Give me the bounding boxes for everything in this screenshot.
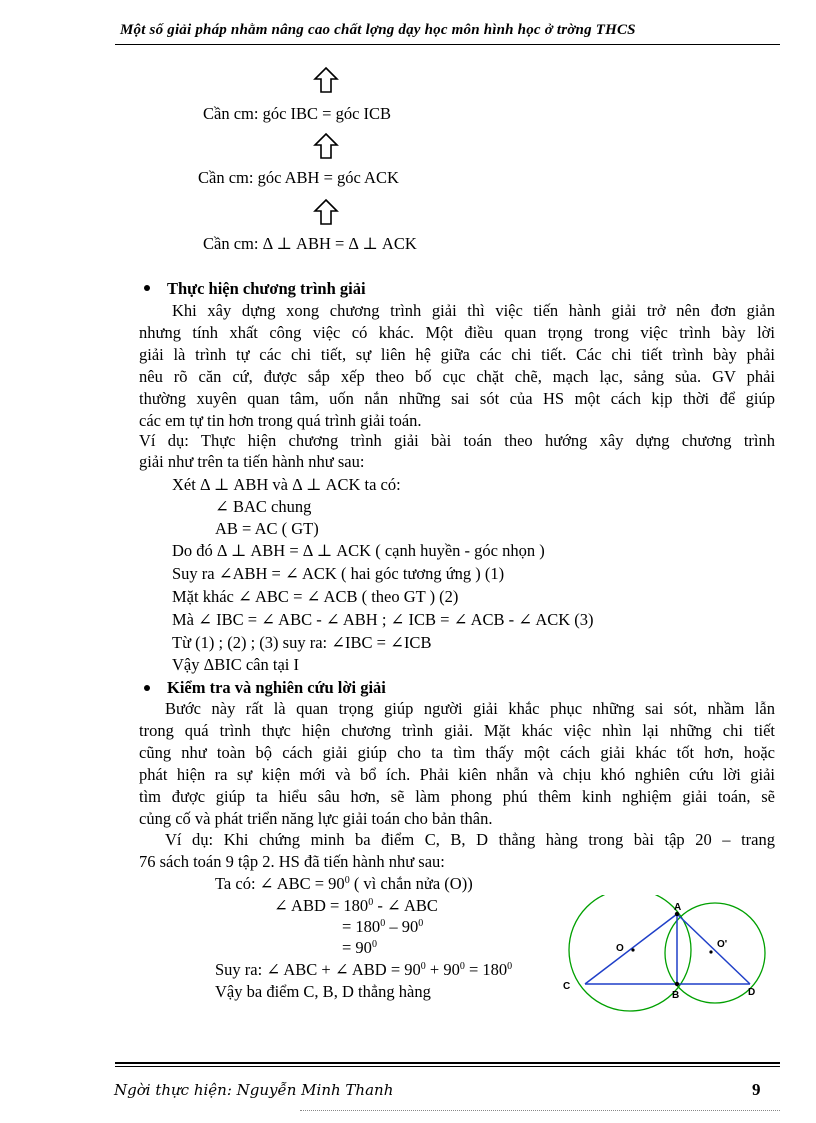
example-line: 76 sách toán 9 tập 2. HS đã tiến hành như sau:	[139, 852, 445, 871]
label-c: C	[563, 981, 571, 992]
up-arrow-icon	[313, 198, 339, 226]
footer-author: Ngời thực hiện: Nguyễn Minh Thanh	[114, 1081, 394, 1099]
proof-text: - ∠ ABC	[373, 896, 438, 915]
section-heading: Thực hiện chương trình giải	[167, 279, 366, 298]
proof-line: Suy ra ∠ABH = ∠ ACK ( hai góc tương ứng ) (1)	[172, 564, 505, 583]
proof-text: = 180	[342, 917, 381, 936]
analysis-line-1: Cần cm: góc IBC = góc ICB	[203, 104, 392, 123]
segment-ac	[585, 914, 677, 984]
paragraph-line: giải là trình tự các chi tiết, sự liên hệ giữa các chi tiết. Các chi tiết trình bày phải	[139, 345, 775, 364]
proof-line: AB = AC ( GT)	[215, 519, 319, 538]
up-arrow-icon	[313, 132, 339, 160]
label-o: O	[616, 943, 624, 954]
example-line: Ví dụ: Khi chứng minh ba điểm C, B, D thẳng hàng trong bài tập 20 – trang	[165, 830, 775, 849]
paragraph-line: nhưng tính xhất công việc có khác. Một điều quan trọng trong việc trình bày lời	[139, 323, 775, 342]
paragraph-line: các em tự tin hơn trong quá trình giải toán.	[139, 411, 422, 430]
proof-line	[274, 896, 438, 916]
geometry-figure	[560, 895, 800, 1020]
proof-text: + 90	[425, 960, 460, 979]
paragraph-line: nêu rõ căn cứ, được sắp xếp theo bố cục chặt chẽ, mạch lạc, sảng sủa. GV phải	[139, 367, 775, 386]
proof-line: Vậy ba điểm C, B, D thẳng hàng	[215, 982, 431, 1001]
degree-mark: 0	[344, 875, 350, 886]
proof-line: Xét Δ ⊥ ABH và Δ ⊥ ACK ta có:	[172, 475, 401, 494]
paragraph-line: cũng như toàn bộ cách giải giúp cho ta tìm thấy một cách giải khác tốt hơn, hoặc	[139, 743, 775, 762]
point-o-prime	[709, 950, 712, 953]
proof-line: Từ (1) ; (2) ; (3) suy ra: ∠IBC = ∠ICB	[172, 633, 432, 652]
page-number: 9	[752, 1080, 761, 1099]
footer-rule-bottom	[115, 1066, 780, 1067]
header-rule	[115, 44, 780, 45]
proof-line	[342, 938, 377, 958]
paragraph-line: Khi xây dựng xong chương trình giải thì việc tiến hành giải trở nên đơn giản	[172, 301, 775, 320]
point-b	[675, 982, 679, 986]
bullet-icon	[144, 685, 150, 691]
point-o	[631, 948, 634, 951]
paragraph-line: trong quá trình thực hiện chương trình giải. Mặt khác việc nhìn lại những chi tiết	[139, 721, 775, 740]
proof-text: Suy ra: ∠ ABC + ∠ ABD = 90	[215, 960, 421, 979]
footer-rule-top	[115, 1062, 780, 1064]
proof-line: Mặt khác ∠ ABC = ∠ ACB ( theo GT ) (2)	[172, 587, 459, 606]
up-arrow-icon	[313, 66, 339, 94]
degree-mark: 0	[368, 897, 374, 908]
paragraph-line: củng cố và phát triển năng lực giải toán cho bản thân.	[139, 809, 493, 828]
label-b: B	[672, 990, 680, 1001]
proof-text: – 90	[385, 917, 419, 936]
proof-line	[215, 874, 473, 894]
degree-mark: 0	[420, 961, 426, 972]
bullet-icon	[144, 285, 150, 291]
proof-line	[215, 960, 512, 980]
degree-mark: 0	[371, 939, 377, 950]
example-line: Ví dụ: Thực hiện chương trình giải bài toán theo hướng xây dựng chương trình	[139, 431, 775, 450]
paragraph-line: phát hiện ra sự kiện mới và bổ ích. Phải kiên nhẫn và chịu khó nghiên cứu lời giải	[139, 765, 775, 784]
proof-line: Do đó Δ ⊥ ABH = Δ ⊥ ACK ( cạnh huyền - góc nhọn )	[172, 541, 545, 560]
label-d: D	[748, 987, 756, 998]
degree-mark: 0	[380, 918, 386, 929]
proof-text: ( vì chắn nửa (O))	[349, 874, 473, 893]
segment-ad	[677, 914, 750, 984]
proof-text: = 90	[342, 938, 372, 957]
proof-line: ∠ BAC chung	[215, 497, 312, 516]
proof-line: Mà ∠ IBC = ∠ ABC - ∠ ABH ; ∠ ICB = ∠ ACB - ∠ ACK (3)	[172, 610, 594, 629]
page-header-title: Một số giải pháp nhằm nâng cao chất lợng dạy học môn hình học ở trờng THCS	[120, 22, 636, 38]
proof-text: Ta có: ∠ ABC = 90	[215, 874, 345, 893]
paragraph-line: tìm được giúp ta hiểu sâu hơn, sẽ làm phong phú thêm kinh nghiệm giải toán, sẽ	[139, 787, 775, 806]
analysis-line-3: Cần cm: Δ ⊥ ABH = Δ ⊥ ACK	[203, 234, 417, 253]
example-line: giải như trên ta tiến hành như sau:	[139, 452, 365, 471]
proof-line	[342, 917, 423, 937]
paragraph-line: thường xuyên quan tâm, uốn nắn những sai sót của HS một cách kịp thời để giúp	[139, 389, 775, 408]
proof-text: = 180	[464, 960, 508, 979]
proof-text: ∠ ABD = 180	[274, 896, 369, 915]
paragraph-line: Bước này rất là quan trọng giúp người giải khắc phục những sai sót, nhầm lẫn	[165, 699, 775, 718]
analysis-line-2: Cần cm: góc ABH = góc ACK	[198, 168, 399, 187]
section-heading: Kiểm tra và nghiên cứu lời giải	[167, 678, 386, 697]
degree-mark: 0	[418, 918, 424, 929]
label-a: A	[674, 902, 682, 913]
degree-mark: 0	[507, 961, 513, 972]
proof-line: Vậy ΔBIC cân tại I	[172, 655, 299, 674]
label-o-prime: O'	[717, 939, 728, 950]
footer-dotted-rule	[300, 1110, 780, 1111]
degree-mark: 0	[459, 961, 465, 972]
